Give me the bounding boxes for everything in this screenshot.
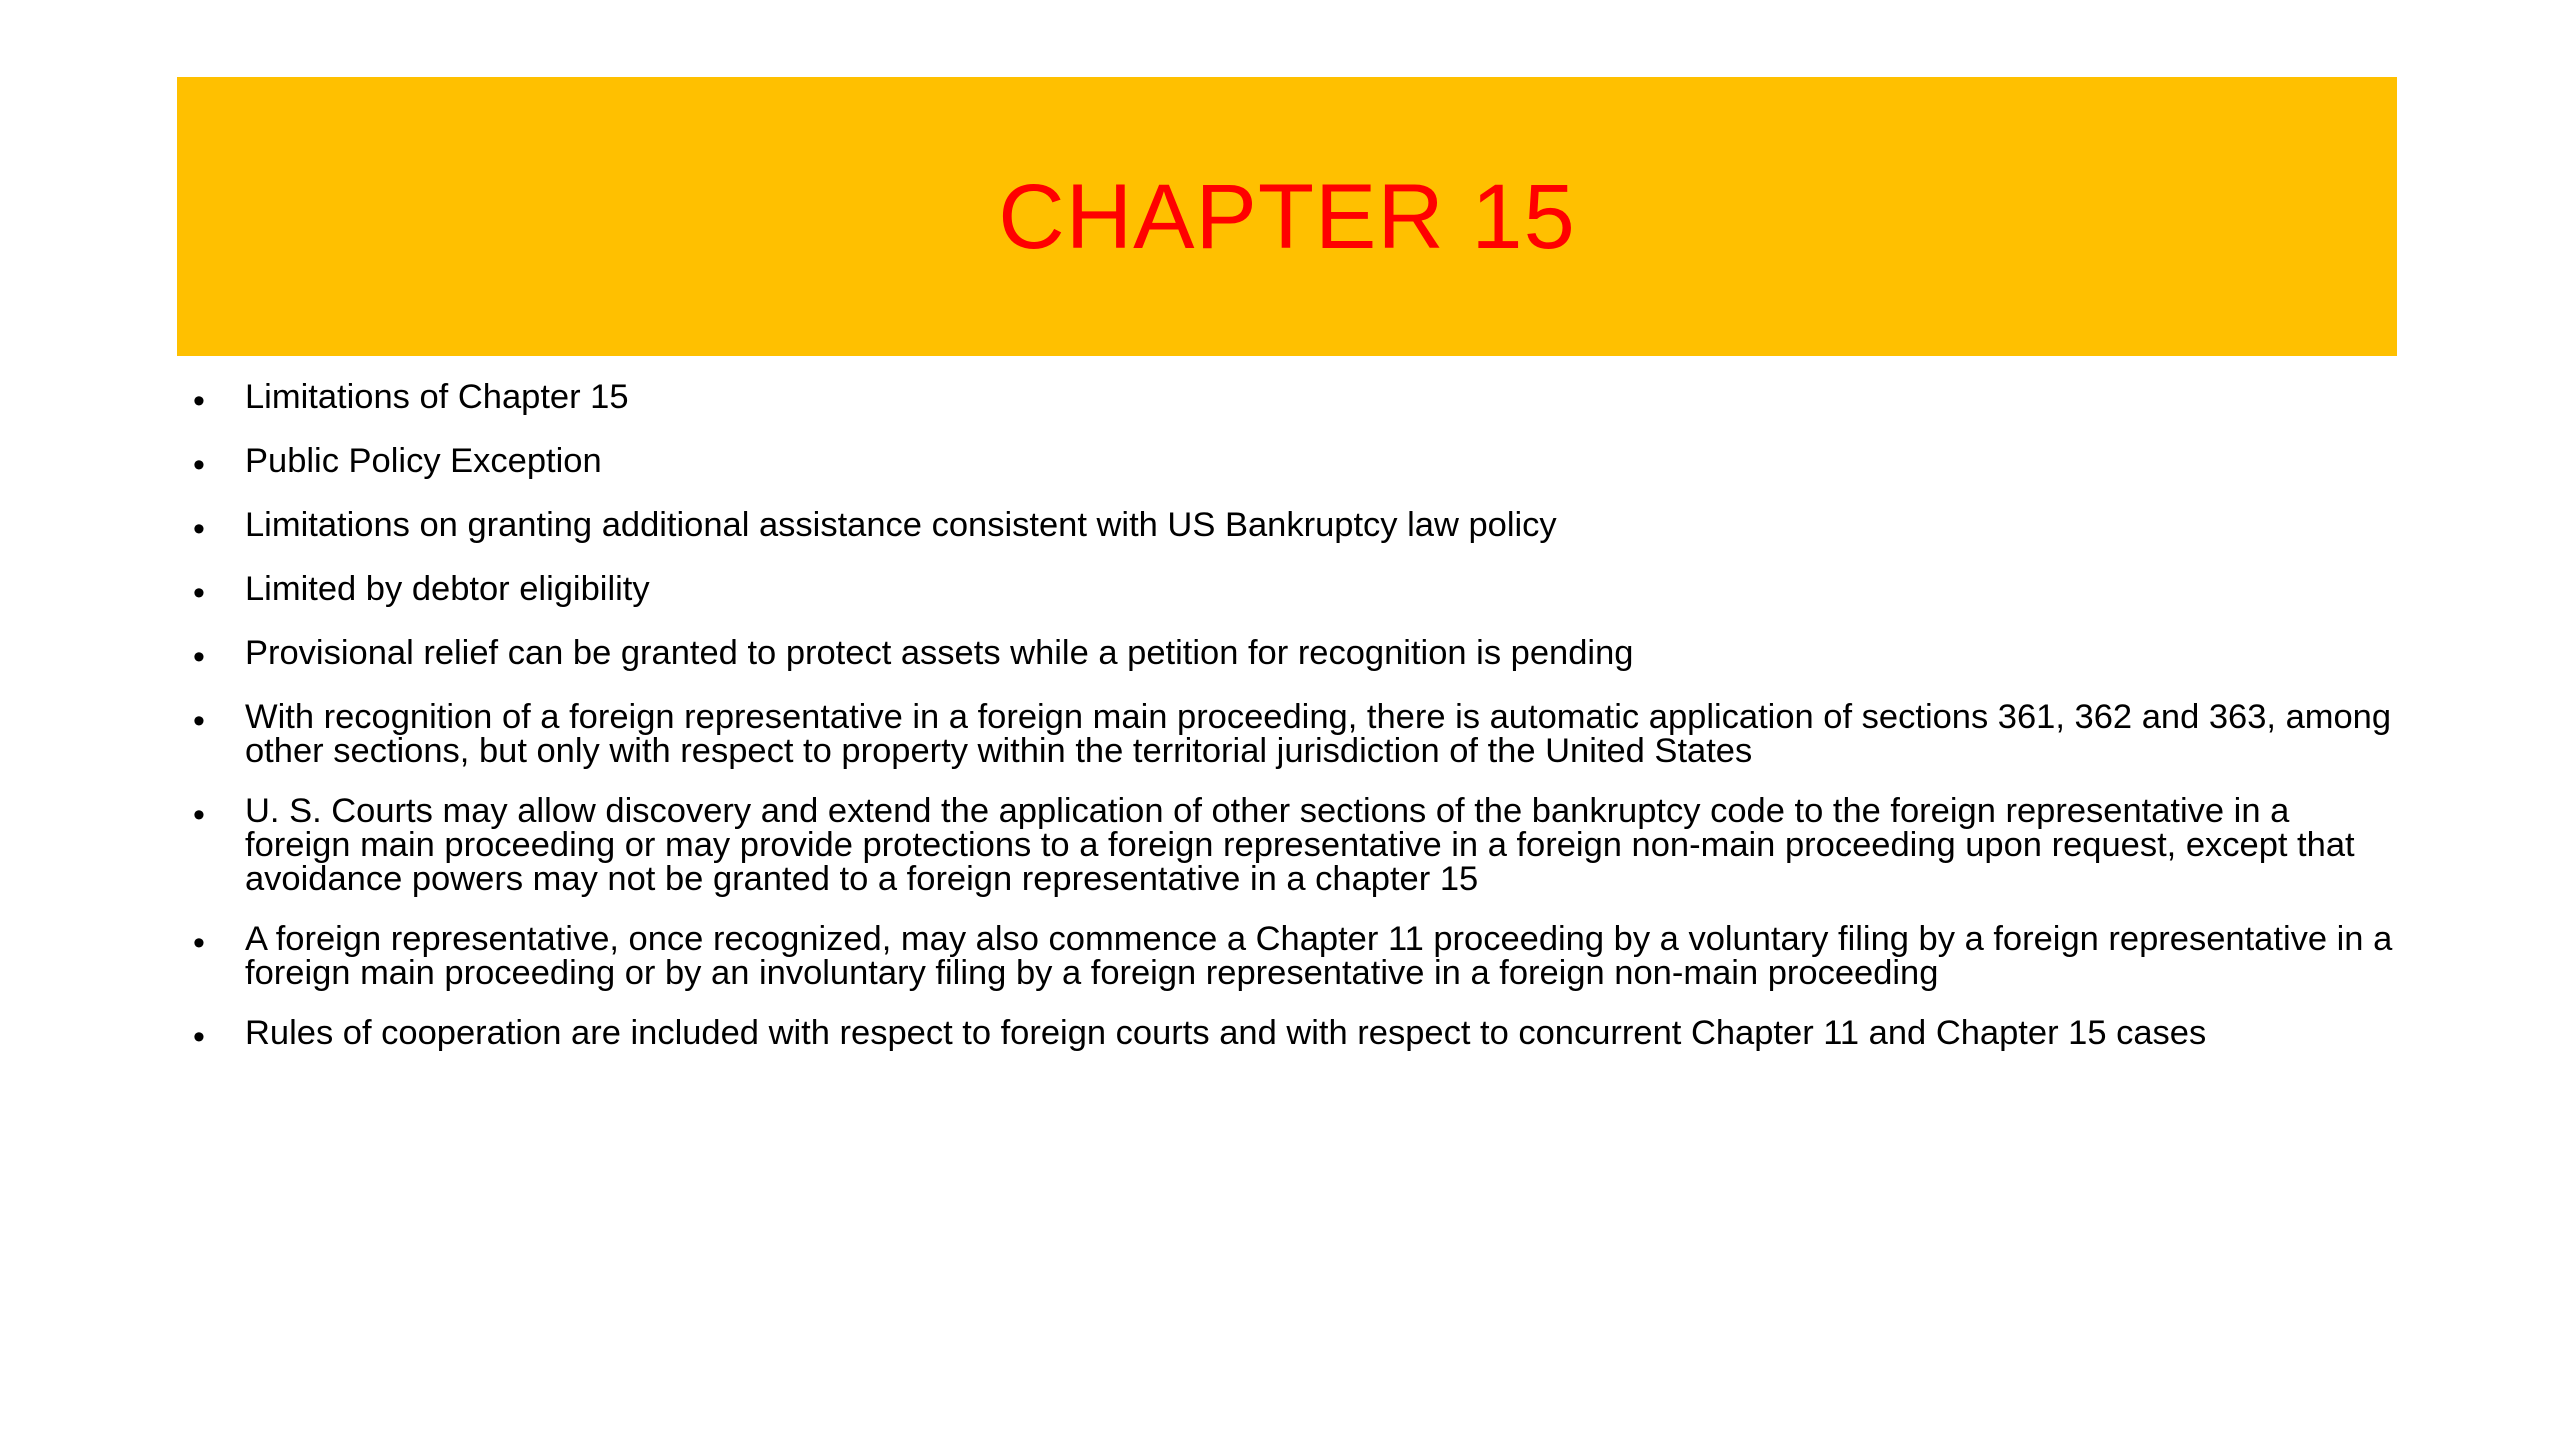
bullet-item xyxy=(193,700,2393,768)
bullet-text: U. S. Courts may allow discovery and extend the application of other sections of the bankruptcy code to the foreign representative in a foreign main proceeding or may provide protections to a foreign representative in a foreign non-main proceeding upon request, except that avoidance powers may not be granted to a foreign representative in a chapter 15 xyxy=(245,792,2355,898)
bullet-item xyxy=(193,794,2393,896)
bullet-text: Rules of cooperation are included with respect to foreign courts and with respect to concurrent Chapter 11 and Chapter 15 cases xyxy=(245,1014,2207,1052)
slide-title: CHAPTER 15 xyxy=(998,165,1576,268)
title-banner xyxy=(177,77,2397,356)
bullet-item xyxy=(193,444,2393,482)
bullet-item xyxy=(193,1016,2393,1054)
bullet-marker: • xyxy=(193,382,205,420)
bullet-text: Limited by debtor eligibility xyxy=(245,570,650,608)
bullet-text: Provisional relief can be granted to protect assets while a petition for recognition is pending xyxy=(245,634,1634,672)
bullet-item xyxy=(193,922,2393,990)
bullet-item xyxy=(193,572,2393,610)
bullet-text: Public Policy Exception xyxy=(245,442,602,480)
bullet-marker: • xyxy=(193,702,205,740)
bullet-text: A foreign representative, once recognized, may also commence a Chapter 11 proceeding by a voluntary filing by a foreign representative in a foreign main proceeding or by an involuntary filing by a foreign representative in a foreign non-main proceeding xyxy=(245,920,2393,992)
bullet-marker: • xyxy=(193,924,205,962)
bullet-marker: • xyxy=(193,574,205,612)
bullet-marker: • xyxy=(193,638,205,676)
bullet-text: With recognition of a foreign representative in a foreign main proceeding, there is automatic application of sections 361, 362 and 363, among other sections, but only with respect to property within the territorial jurisdiction of the United States xyxy=(245,698,2392,770)
bullet-text: Limitations of Chapter 15 xyxy=(245,378,629,416)
bullet-item xyxy=(193,380,2393,418)
bullet-marker: • xyxy=(193,796,205,834)
bullet-item xyxy=(193,636,2393,674)
bullet-text: Limitations on granting additional assistance consistent with US Bankruptcy law policy xyxy=(245,506,1557,544)
bullet-marker: • xyxy=(193,1018,205,1056)
bullet-marker: • xyxy=(193,446,205,484)
bullet-list xyxy=(193,380,2393,1080)
bullet-item xyxy=(193,508,2393,546)
bullet-marker: • xyxy=(193,510,205,548)
